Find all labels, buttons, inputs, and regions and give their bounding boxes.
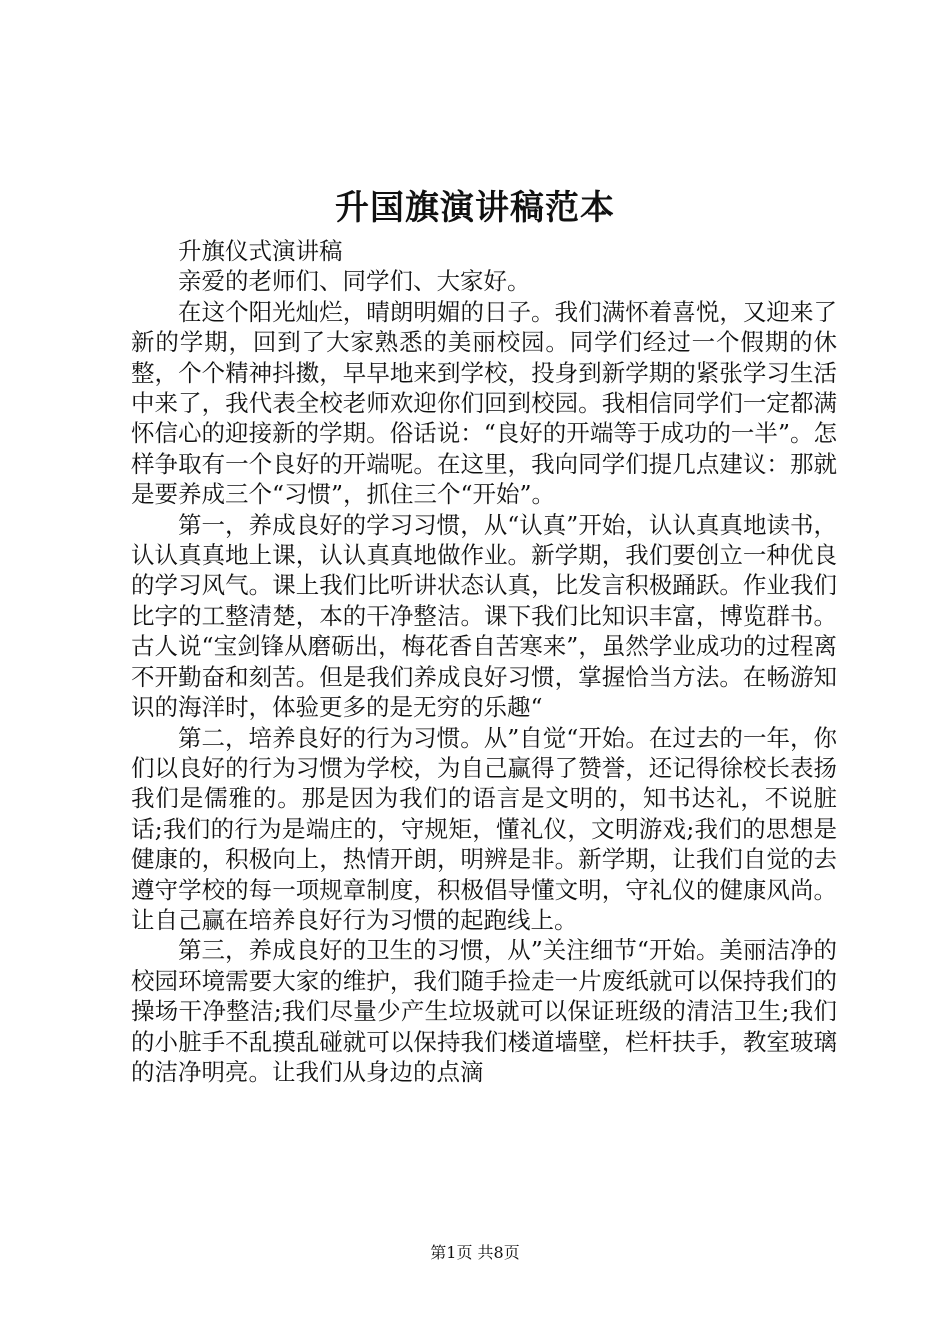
paragraph-first-habit: 第一，养成良好的学习习惯，从“认真”开始，认认真真地读书，认认真真地上课，认认真真地做作业。新学期，我们要创立一种优良的学习风气。课上我们比听讲状态认真，比发言积极踊跃。作业我们比字的工整清楚，本的干净整洁。课下我们比知识丰富，博览群书。古人说“宝剑锋从磨砺出，梅花香自苦寒来”，虽然学业成功的过程离不开勤奋和刻苦。但是我们养成良好习惯，掌握恰当方法。在畅游知识的海洋时，体验更多的是无穷的乐趣“ — [131, 510, 837, 722]
paragraph-heading: 升旗仪式演讲稿 — [178, 237, 343, 265]
paragraph-intro: 在这个阳光灿烂，晴朗明媚的日子。我们满怀着喜悦，又迎来了新的学期，回到了大家熟悉的美丽校园。同学们经过一个假期的休整，个个精神抖擞，早早地来到学校，投身到新学期的紧张学习生活中来了，我代表全校老师欢迎你们回到校园。我相信同学们一定都满怀信心的迎接新的学期。俗话说：“良好的开端等于成功的一半”。怎样争取有一个良好的开端呢。在这里，我向同学们提几点建议：那就是要养成三个“习惯”，抓住三个“开始”。 — [131, 297, 837, 509]
paragraph-third-habit: 第三，养成良好的卫生的习惯，从”关注细节“开始。美丽洁净的校园环境需要大家的维护，我们随手捡走一片废纸就可以保持我们的操场干净整洁;我们尽量少产生垃圾就可以保证班级的清洁卫生;我们的小脏手不乱摸乱碰就可以保持我们楼道墙壁，栏杆扶手，教室玻璃的洁净明亮。让我们从身边的点滴 — [131, 936, 837, 1086]
document-title: 升国旗演讲稿范本 — [335, 188, 615, 228]
paragraph-second-habit: 第二，培养良好的行为习惯。从”自觉“开始。在过去的一年，你们以良好的行为习惯为学校，为自己赢得了赞誉，还记得徐校长表扬我们是儒雅的。那是因为我们的语言是文明的，知书达礼，不说脏话;我们的行为是端庄的，守规矩，懂礼仪，文明游戏;我们的思想是健康的，积极向上，热情开朗，明辨是非。新学期，让我们自觉的去遵守学校的每一项规章制度，积极倡导懂文明，守礼仪的健康风尚。让自己赢在培养良好行为习惯的起跑线上。 — [131, 723, 837, 934]
paragraph-greeting: 亲爱的老师们、同学们、大家好。 — [178, 267, 531, 296]
document-body — [131, 236, 837, 1087]
page-footer: 第1页 共8页 — [430, 1243, 520, 1262]
